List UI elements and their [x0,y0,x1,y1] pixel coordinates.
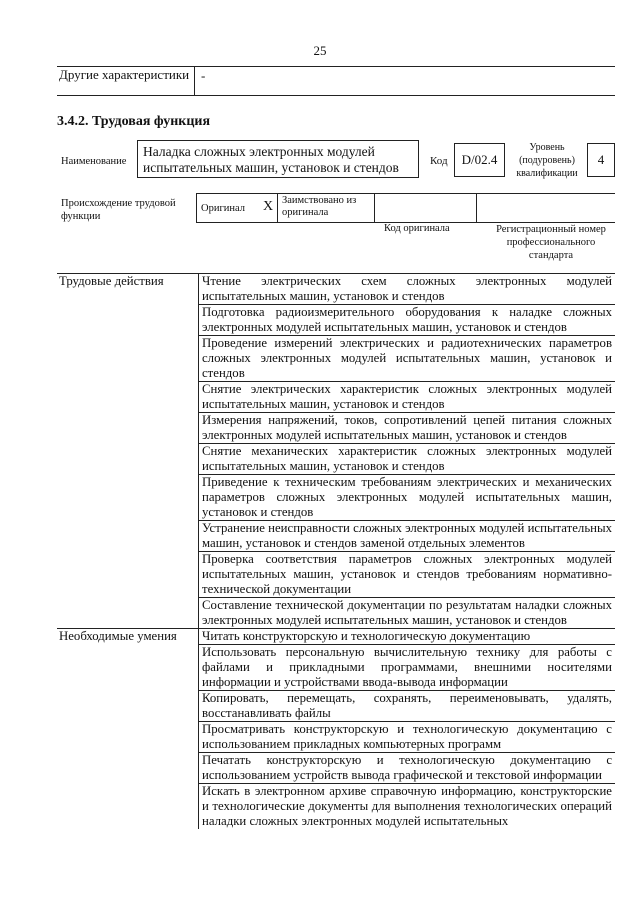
section-label: Трудовые действия [57,274,199,629]
level-label: Уровень (подуровень) квалификации [516,142,578,179]
table-cell-item: Чтение электрических схем сложных электронных модулей испытательных машин, установок и стендов [199,274,616,305]
page-number: 25 [313,43,327,58]
table-cell-item: Снятие электрических характеристик сложных электронных модулей испытательных машин, установок и стендов [199,382,616,413]
other-characteristics-row [57,66,615,96]
table-cell-item: Приведение к техническим требованиям электрических и механических параметров сложных электронных модулей испытательных машин, установок и стендов [199,475,616,521]
section-heading: 3.4.2. Трудовая функция [57,114,211,129]
reg-number-cell [477,194,615,222]
table-cell-item: Снятие механических характеристик сложных электронных модулей испытательных машин, установок и стендов [199,444,616,475]
table-cell-item: Читать конструкторскую и технологическую документацию [199,629,616,645]
origin-label: Происхождение трудовой функции [61,198,176,222]
table-cell-item: Составление технической документации по результатам наладки сложных электронных модулей испытательных машин, установок и стендов [199,598,616,629]
table-row [57,629,615,645]
original-cell [196,194,278,222]
table-cell-item: Проверка соответствия параметров сложных электронных модулей испытательных машин, установок и стендов требованиям нормативно-технической документации [199,552,616,598]
reg-number-caption: Регистрационный номер профессионального стандарта [496,224,606,261]
original-label: Оригинал [201,203,245,214]
table-cell-item: Подготовка радиоизмерительного оборудования к наладке сложных электронных модулей испытательных машин, установок и стендов [199,305,616,336]
table-cell-item: Печатать конструкторскую и технологическую документацию с использованием устройств вывода графической и текстовой информации [199,753,616,784]
code-value-box: D/02.4 [454,143,505,177]
table-cell-item: Просматривать конструкторскую и технологическую документацию с использованием прикладных компьютерных программ [199,722,616,753]
other-characteristics-value: - [195,66,615,96]
original-mark: X [263,199,274,214]
code-original-cell [375,194,477,222]
table-cell-item: Устранение неисправности сложных электронных модулей испытательных машин, установок и стендов заменой отдельных элементов [199,521,616,552]
function-name-box: Наладка сложных электронных модулей испытательных машин, установок и стендов [137,140,419,178]
level-value-box: 4 [587,143,615,177]
code-original-caption: Код оригинала [384,223,450,234]
section-label: Необходимые умения [57,629,199,830]
origin-table [196,193,615,223]
table-cell-item: Проведение измерений электрических и радиотехнических параметров сложных электронных модулей испытательных машин, установок и стендов [199,336,616,382]
code-label: Код [430,155,448,167]
table-cell-item: Использовать персональную вычислительную технику для работы с файлами и прикладными программами, внешними носителями информации и устройствами ввода-вывода информации [199,645,616,691]
other-characteristics-label: Другие характеристики [57,66,195,96]
table-row [57,274,615,305]
table-cell-item: Измерения напряжений, токов, сопротивлений цепей питания сложных электронных модулей испытательных машин, установок и стендов [199,413,616,444]
naming-label: Наименование [61,156,127,167]
function-details-table [57,273,615,829]
borrowed-cell: Заимствовано из оригинала [278,194,375,222]
table-cell-item: Копировать, перемещать, сохранять, переименовывать, удалять, восстанавливать файлы [199,691,616,722]
table-cell-item: Искать в электронном архиве справочную информацию, конструкторские и технологические документы для выполнения технологических операций наладки сложных электронных модулей испытательных [202,784,612,828]
